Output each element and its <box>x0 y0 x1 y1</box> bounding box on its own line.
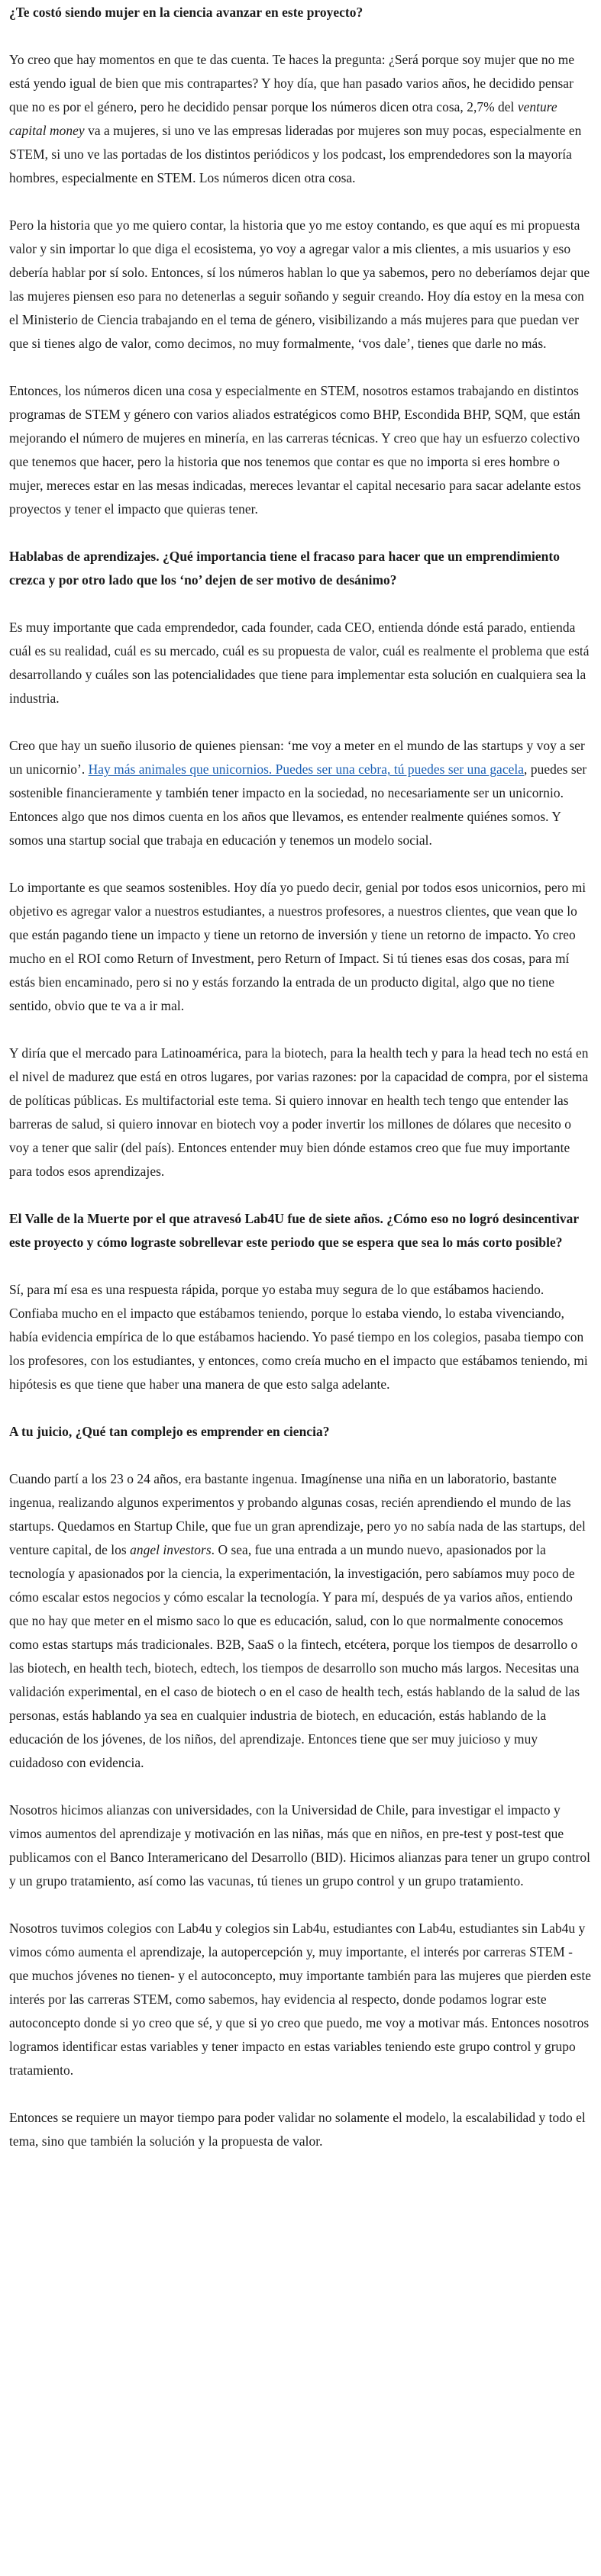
quote-link[interactable]: Hay más animales que unicornios. Puedes ser una cebra, tú puedes ser una gacela <box>88 762 525 777</box>
paragraph-text: Creo que hay un sueño ilusorio de quienes piensan: ‘me voy a meter en el mundo de las startups y voy a ser un unicornio’. <box>9 738 585 777</box>
question-heading: Hablabas de aprendizajes. ¿Qué importancia tiene el fracaso para hacer que un emprendimiento crezca y por otro lado que los ‘no’ dejen de ser motivo de desánimo? <box>9 549 560 588</box>
answer-paragraph: Sí, para mí esa es una respuesta rápida, porque yo estaba muy segura de lo que estábamos haciendo. Confiaba mucho en el impacto que estábamos teniendo, porque lo estaba viendo, lo estaba vivenciando, había evidencia empírica de lo que estábamos haciendo. Yo pasé tiempo en los colegios, pasaba tiempo con los profesores, con los estudiantes, y entonces, como creía mucho en el impacto que estábamos teniendo, mi hipótesis es que tiene que haber una manera de que esto salga adelante. <box>9 1282 588 1392</box>
paragraph-text: . O sea, fue una entrada a un mundo nuevo, apasionados por la tecnología y apasionados por la ciencia, la experimentación, la investigación, pero sabíamos muy poco de cómo escalar estos negocios y cómo escalar la tecnología. Y para mí, después de ya varios años, entiendo que no hay que meter en el mismo saco lo que es educación, salud, con lo que normalmente conocemos como estas startups más tradicionales. B2B, SaaS o la fintech, etcétera, porque los tiempos de desarrollo o las biotech, en health tech, biotech, edtech, los tiempos de desarrollo son mucho más largos. Necesitas una validación experimental, en el caso de biotech o en el caso de health tech, estás hablando de la salud de las personas, estás hablando ya sea en cualquier industria de biotech, en educación, estás hablando de la educación de los jóvenes, de los niños, del aprendizaje. Entonces tiene que ser muy juicioso y muy cuidadoso con evidencia. <box>9 1542 580 1770</box>
interview-article <box>0 1 601 2153</box>
answer-paragraph: Nosotros tuvimos colegios con Lab4u y colegios sin Lab4u, estudiantes con Lab4u, estudiantes sin Lab4u y vimos cómo aumenta el aprendizaje, la autopercepción y, muy importante, el interés por carreras STEM -que muchos jóvenes no tienen- y el autoconcepto, muy importante también para las mujeres que pierden este interés por las carreras STEM, como sabemos, hay evidencia al respecto, donde podamos lograr este autoconcepto donde si yo creo que sé, y que si yo creo que puedo, me voy a motivar más. Entonces nosotros logramos identificar estas variables y tener impacto en estas variables teniendo este grupo control y grupo tratamiento. <box>9 1921 591 2078</box>
question-heading: A tu juicio, ¿Qué tan complejo es emprender en ciencia? <box>9 1424 330 1439</box>
answer-paragraph: Lo importante es que seamos sostenibles. Hoy día yo puedo decir, genial por todos esos unicornios, pero mi objetivo es agregar valor a nuestros estudiantes, a nuestros profesores, a nuestros clientes, que vean que lo que están pagando tiene un impacto y tiene un retorno de inversión y tiene un retorno de impacto. Yo creo mucho en el ROI como Return of Investment, pero Return of Impact. Si tú tienes esas dos cosas, para mí estás bien encaminado, pero si no y estás forzando la entrada de un producto digital, algo que no tiene sentido, obvio que te va a ir mal. <box>9 880 586 1013</box>
answer-paragraph <box>9 1467 592 1775</box>
question-heading: El Valle de la Muerte por el que atravesó Lab4U fue de siete años. ¿Cómo eso no logró desincentivar este proyecto y cómo lograste sobrellevar este periodo que se espera que sea lo más corto posible? <box>9 1211 579 1250</box>
answer-paragraph: Es muy importante que cada emprendedor, cada founder, cada CEO, entienda dónde está parado, entienda cuál es su realidad, cuál es su mercado, cuál es su propuesta de valor, cuál es realmente el problema que está desarrollando y cuáles son las potencialidades que tiene para implementar esta solución en cualquiera sea la industria. <box>9 620 590 706</box>
answer-paragraph <box>9 48 592 190</box>
paragraph-text: Yo creo que hay momentos en que te das cuenta. Te haces la pregunta: ¿Será porque soy mujer que no me está yendo igual de bien que mis contrapartes? Y hoy día, que han pasado varios años, he decidido pensar que no es por el género, pero he decidido pensar porque los números dicen otra cosa, 2,7% del <box>9 52 575 114</box>
answer-paragraph: Entonces se requiere un mayor tiempo para poder validar no solamente el modelo, la escalabilidad y todo el tema, sino que también la solución y la propuesta de valor. <box>9 2110 586 2149</box>
emphasis-text: angel investors <box>130 1542 212 1557</box>
paragraph-text: , puedes ser sostenible financieramente y también tener impacto en la sociedad, no necesariamente ser un unicornio. Entonces algo que nos dimos cuenta en los años que llevamos, es entender realmente quiénes somos. Y somos una startup social que trabaja en educación y tenemos un modelo social. <box>9 762 587 848</box>
answer-paragraph: Y diría que el mercado para Latinoamérica, para la biotech, para la health tech y para la head tech no está en el nivel de madurez que está en otros lugares, por varias razones: por la capacidad de compra, por el sistema de políticas públicas. Es multifactorial este tema. Si quiero innovar en health tech tengo que entender las barreras de salud, si quiero innovar en biotech voy a poder invertir los millones de dólares que necesito o voy a tener que salir (del país). Entonces entender muy bien dónde estamos creo que fue muy importante para todos esos aprendizajes. <box>9 1045 589 1179</box>
question-heading: ¿Te costó siendo mujer en la ciencia avanzar en este proyecto? <box>9 5 364 20</box>
paragraph-text: va a mujeres, si uno ve las empresas lideradas por mujeres son muy pocas, especialmente en STEM, si uno ve las portadas de los distintos periódicos y los podcast, los emprendedores son la mayoría hombres, especialmente en STEM. Los números dicen otra cosa. <box>9 123 582 185</box>
paragraph-text: Cuando partí a los 23 o 24 años, era bastante ingenua. Imagínense una niña en un laboratorio, bastante ingenua, realizando algunos experimentos y probando algunas cosas, recién aprendiendo el mundo de las startups. Quedamos en Startup Chile, que fue un gran aprendizaje, pero yo no sabía nada de las startups, del venture capital, de los <box>9 1471 586 1557</box>
answer-paragraph: Pero la historia que yo me quiero contar, la historia que yo me estoy contando, es que aquí es mi propuesta valor y sin importar lo que diga el ecosistema, yo voy a agregar valor a mis clientes, a mis usuarios y eso debería hablar por sí solo. Entonces, sí los números hablan lo que ya sabemos, pero no deberíamos dejar que las mujeres piensen eso para no detenerlas a seguir soñando y seguir creando. Hoy día estoy en la mesa con el Ministerio de Ciencia trabajando en el tema de género, visibilizando a más mujeres para que puedan ver que si tienes algo de valor, como decimos, no muy formalmente, ‘vos dale’, tienes que darle no más. <box>9 217 590 351</box>
answer-paragraph: Entonces, los números dicen una cosa y especialmente en STEM, nosotros estamos trabajando en distintos programas de STEM y género con varios aliados estratégicos como BHP, Escondida BHP, SQM, que están mejorando el número de mujeres en minería, en las carreras técnicas. Y creo que hay un esfuerzo colectivo que tenemos que hacer, pero la historia que nos tenemos que contar es que no importa si eres hombre o mujer, mereces estar en las mesas indicadas, mereces levantar el capital necesario para sacar adelante estos proyectos y tener el impacto que quieras tener. <box>9 383 581 517</box>
answer-paragraph: Nosotros hicimos alianzas con universidades, con la Universidad de Chile, para investigar el impacto y vimos aumentos del aprendizaje y motivación en las niñas, más que en niños, en pre-test y post-test que publicamos con el Banco Interamericano del Desarrollo (BID). Hicimos alianzas para tener un grupo control y un grupo tratamiento, así como las vacunas, tú tienes un grupo control y un grupo tratamiento. <box>9 1802 590 1889</box>
answer-paragraph <box>9 734 592 852</box>
emphasis-text: venture capital money <box>9 99 557 138</box>
